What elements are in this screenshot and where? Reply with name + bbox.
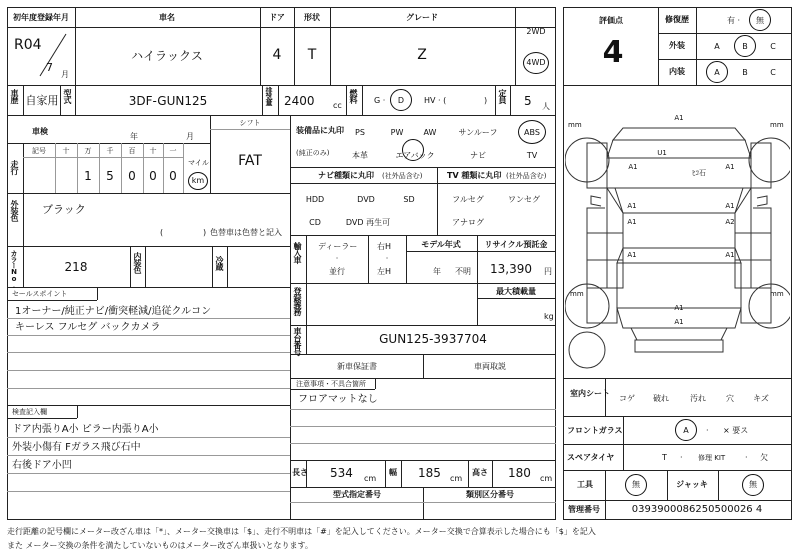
interior-color-label: 内装色 [133,252,142,273]
first-reg-label: 初年度登録年月 [13,13,69,22]
height-cm: cm [540,474,553,483]
shift: FAT [238,153,262,169]
exterior-b-circle [734,35,756,57]
windshield-dot: · [706,426,709,435]
score-label: 評価点 [599,16,623,25]
classification-label: 類別区分番号 [466,490,514,499]
inspection-label: 車検 [32,127,48,136]
diagram-mm-fr: mm [770,121,784,129]
tv-sub: (社外品含む) [506,172,547,180]
color-no-label: カラーNo. [10,250,18,289]
cc-unit: cc [333,101,342,110]
notice-value: フロアマットなし [298,394,378,405]
damage-mark-0: A1 [674,114,684,122]
exterior-grade-a: A [714,42,720,51]
shift-label: シフト [239,119,261,127]
exterior-color: ブラック [42,203,86,216]
fuel-hv: HV · ( [424,96,447,105]
fuel-close: ) [484,96,488,105]
fuel-d: D [397,96,405,105]
drive-4wd: 4WD [526,58,546,67]
equip-leather: 本革 [352,151,368,160]
interior-grade-c: C [770,68,776,77]
damage-mark-8: A2 [725,218,735,226]
exterior-color-note: 色替車は色替と記入 [210,228,282,237]
model-year-unknown: 不明 [455,267,471,276]
seat-dirt: 汚れ [690,394,706,403]
capacity-unit: 人 [542,102,550,111]
score-value: 4 [602,35,624,70]
interior-grade-b: B [742,68,748,77]
management-number: 0393900086250500026 4 [631,504,763,515]
spare-tire-label: スペアタイヤ [567,453,615,462]
inspector-note-line3: 右後ドア小凹 [12,460,72,471]
equip-abs: ABS [524,128,540,137]
equip-ps: PS [355,128,365,137]
car-name-label: 車名 [159,13,175,22]
import-dot1: · [335,254,339,263]
repair-label: 修復歴 [665,15,689,24]
first-reg-era: R04 [14,37,42,53]
capacity: 5 [524,94,532,108]
windshield-label: フロントガラス [567,426,623,435]
tv-analog: アナログ [452,218,484,227]
mileage-unit-5: 一 [169,147,177,155]
mileage-digit-2: 5 [106,169,114,183]
damage-mark-9: A1 [725,251,735,259]
navi-cd: CD [309,218,321,227]
mileage-kigo: 記号 [32,147,46,155]
shape-label: 形状 [304,13,320,22]
navi-sd: SD [403,195,415,204]
length-label: 長さ [292,468,308,477]
refrigerator-label: 冷蔵 [215,256,224,270]
displacement-label: 排気量 [265,87,273,105]
notice-label: 注意事項・不具合箇所 [296,380,366,388]
exterior-grade-label: 外装 [669,41,685,50]
mileage-unit-0: 十 [62,147,70,155]
import-dot2: · [385,254,389,263]
repair-no: 無 [756,16,764,25]
month-unit: 月 [61,70,69,79]
max-load-kg: kg [544,312,554,321]
spare-missing: 欠 [760,453,768,462]
mileage-label: 走行 [10,160,19,174]
recycle-value: 13,390 [490,262,532,276]
inspector-note-line1: ドア内張りA小 ピラー内張りA小 [12,424,159,435]
exterior-color-paren-open: ( [160,228,164,237]
first-reg-month: 7 [46,61,53,74]
damage-mark-3: A1 [725,163,735,171]
grade: Z [417,47,427,63]
recycle-yen: 円 [544,267,552,276]
fuel-g: G · [374,96,386,105]
damage-mark-5: A1 [725,202,735,210]
equip-tv: TV [526,151,538,160]
mileage-unit-4: 十 [149,147,157,155]
equip-navi: ナビ [470,151,486,160]
inspector-note-line2: 外装小傷有 Fガラス飛び石中 [12,442,141,453]
navi-label: ナビ種類に丸印 [318,171,374,180]
inspector-notes-label: 検査記入欄 [12,408,47,416]
spare-t: T [662,453,667,462]
model-year-unit: 年 [433,267,441,276]
exterior-grade-c: C [770,42,776,51]
height-label: 高さ [472,468,488,477]
damage-mark-4: A1 [627,202,637,210]
height-value: 180 [508,466,531,480]
windshield-a: A [683,426,689,435]
mileage-digit-4: 0 [149,169,157,183]
length-cm: cm [364,474,377,483]
interior-grade-a: A [714,68,720,77]
drive-2wd: 2WD [526,27,546,36]
fuel-label: 燃料 [349,89,358,103]
mileage-unit-3: 百 [128,147,136,155]
equip-sunroof: サンルーフ [458,128,498,137]
exterior-color-label: 外装色 [10,200,19,221]
seat-hole: 穴 [726,394,734,403]
import-right-h: 右H [377,242,392,251]
exterior-grade-b: B [742,42,748,51]
damage-mark-1: U1 [657,149,667,157]
seat-tear: 破れ [653,394,669,403]
equipment-sublabel: (純正のみ) [296,149,330,157]
chassis-label: 車台番号 [293,327,302,355]
spare-dot1: · [680,453,683,462]
equip-airbag: エアバック [395,151,435,160]
diagram-mm-rr: mm [770,290,784,298]
mileage-unit-1: 万 [84,147,92,155]
import-label: 輸入車 [293,242,302,263]
management-label: 管理番号 [568,505,600,514]
grade-label: グレード [406,13,438,22]
car-damage-diagram [565,88,790,378]
tools-label: 工具 [577,480,593,489]
equipment-label: 装備品に丸印 [296,126,344,135]
car-name: ハイラックス [131,49,203,63]
warranty-label: 新車保証書 [337,362,377,371]
spare-dot2: · [745,453,748,462]
manual-label: 車両取説 [474,362,506,371]
tools-value: 無 [632,480,640,489]
damage-mark-7: A1 [627,251,637,259]
damage-mark-6: A1 [627,218,637,226]
width-label: 幅 [389,468,397,477]
navi-sub: (社外品含む) [382,172,423,180]
shape: T [307,47,317,63]
width-value: 185 [418,466,441,480]
usage-label: 車歴 [10,89,19,103]
import-parallel: 並行 [329,267,345,276]
type-designation-label: 型式指定番号 [333,490,381,499]
mileage-unit-2: 千 [106,147,114,155]
interior-grade-label: 内装 [669,67,685,76]
windshield-replace: × 要ス [723,426,749,435]
registration-label: 登録義務 [293,287,302,315]
damage-flower: ﾋｺ石 [692,169,706,177]
import-dealer: ディーラー [318,242,358,251]
navi-hdd: HDD [305,195,325,204]
jack-label: ジャッキ [676,480,708,489]
footer-line2: また メーター交換の条件を満たしていないものはメーター改ざん車扱いとなります。 [7,541,313,550]
equip-pw: PW [390,128,404,137]
doors: 4 [272,47,282,63]
inspection-year: 年 [130,132,138,141]
displacement: 2400 [284,94,315,108]
navi-dvd-play: DVD 再生可 [345,218,391,227]
usage: 自家用 [25,94,59,107]
color-no: 218 [64,260,88,274]
equip-aw: AW [423,128,437,137]
mileage-digit-3: 0 [128,169,136,183]
tv-oneseg: ワンセグ [508,195,540,204]
model-label: 型式 [63,89,72,103]
model: 3DF-GUN125 [128,94,208,108]
diagram-mm-rl: mm [570,290,584,298]
tv-label: TV 種類に丸印 [447,171,502,180]
sales-point-line1: 1オーナー/純正ナビ/衝突軽減/追従クルコン [15,306,212,317]
mileage-digit-1: 1 [84,169,92,183]
sales-point-line2: キーレス フルセグ バックカメラ [15,322,161,333]
door-label: ドア [269,13,285,22]
max-load-label: 最大積載量 [496,287,536,296]
damage-mark-11: A1 [674,318,684,326]
tv-fullseg: フルセグ [452,195,484,204]
navi-dvd: DVD [357,195,375,204]
seat-burn: コゲ [619,394,635,403]
jack-value: 無 [749,480,757,489]
mileage-digit-5: 0 [169,169,177,183]
km-unit: km [191,176,205,185]
exterior-color-paren-close: ) [203,228,207,237]
damage-mark-2: A1 [628,163,638,171]
seat-scratch: キズ [753,394,769,403]
inspection-month: 月 [186,132,194,141]
length-value: 534 [330,466,353,480]
spare-repair-kit: 修理 KIT [698,454,726,462]
mile-label: マイル [188,159,209,167]
damage-mark-10: A1 [674,304,684,312]
sales-points-label: セールスポイント [12,290,68,298]
diagram-mm-fl: mm [568,121,582,129]
import-left-h: 左H [377,267,392,276]
model-year-label: モデル年式 [421,240,461,249]
chassis-number: GUN125-3937704 [379,332,487,346]
capacity-label: 定員 [498,89,507,103]
recycle-label: リサイクル預託金 [484,240,548,249]
width-cm: cm [450,474,463,483]
interior-seat-label: 室内シート [570,389,610,398]
footer-line1: 走行距離の記号欄にメーター改ざん車は「*」、メーター交換車は「$」、走行不明車は「#」を記入してください。メーター交換で合算表示した場合にも「$」を記入 [7,527,596,536]
repair-yes: 有 · [727,16,741,25]
